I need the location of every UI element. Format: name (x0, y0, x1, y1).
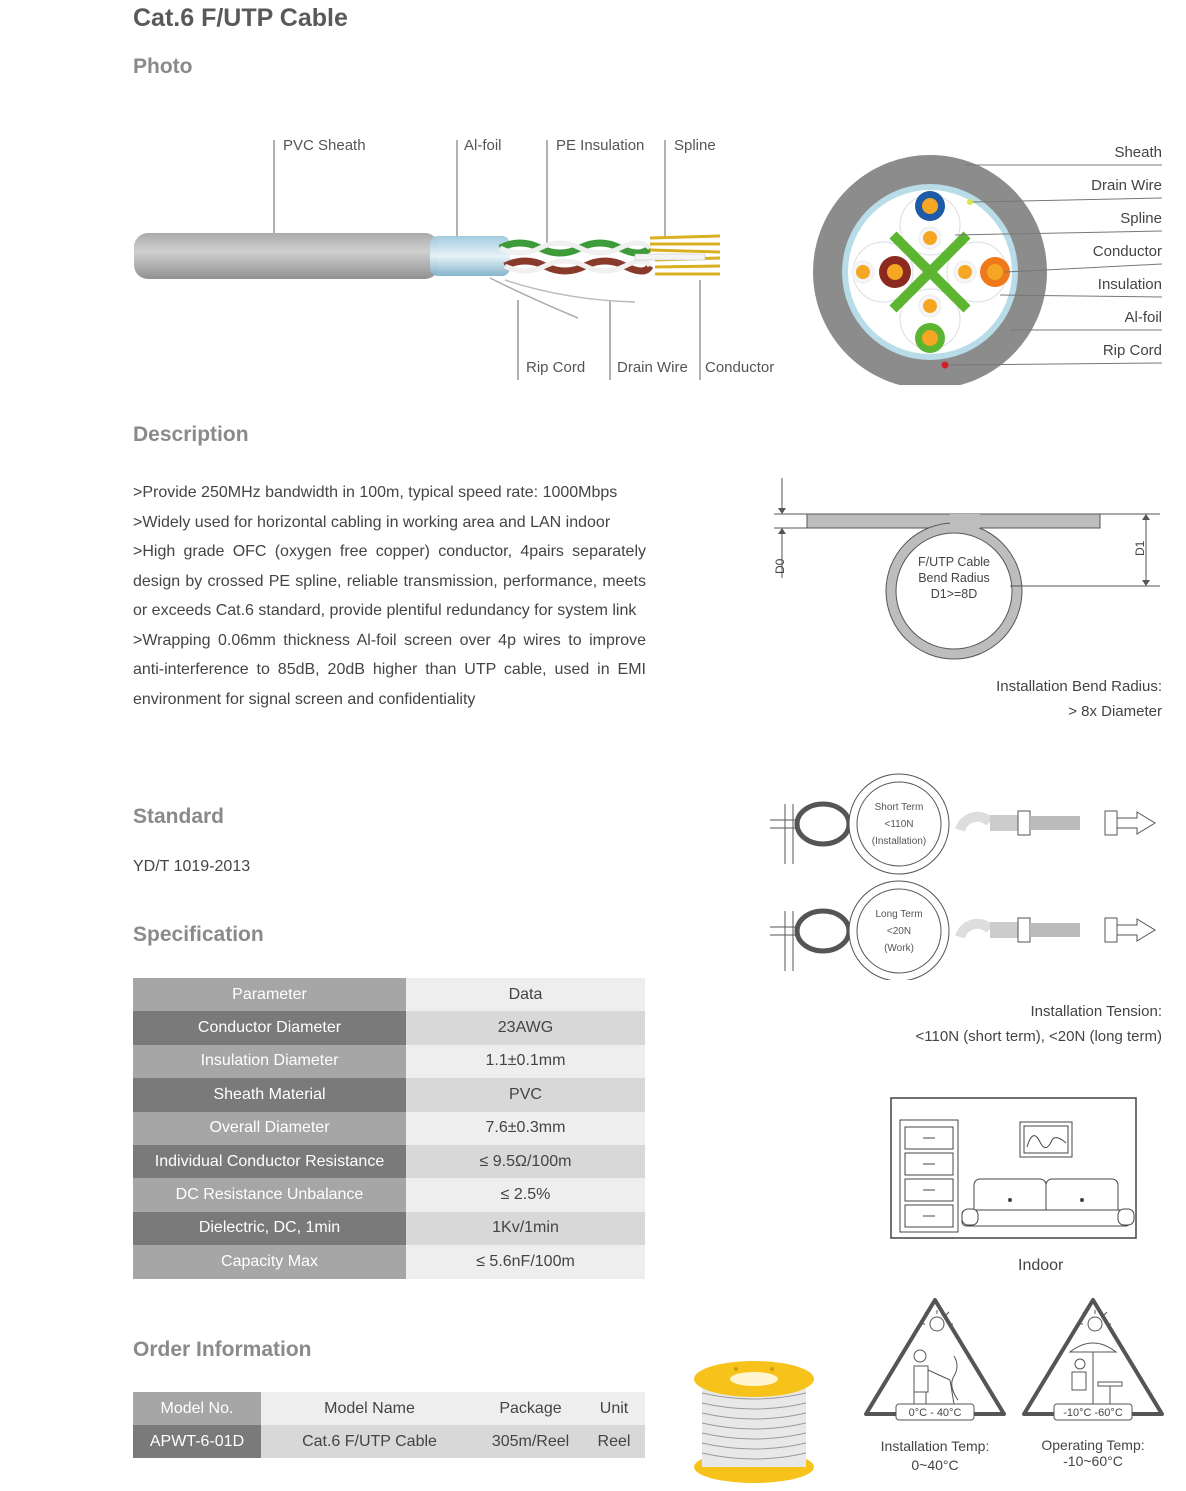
page-title: Cat.6 F/UTP Cable (133, 4, 348, 32)
table-row (133, 1078, 645, 1111)
spec-param: Sheath Material (133, 1078, 406, 1111)
spec-data: ≤ 2.5% (406, 1178, 645, 1211)
spec-header-param: Parameter (133, 978, 406, 1011)
order-header-unit: Unit (583, 1392, 645, 1425)
spec-data: ≤ 9.5Ω/100m (406, 1145, 645, 1178)
spec-data: 7.6±0.3mm (406, 1112, 645, 1145)
description-item: >Widely used for horizontal cabling in working area and LAN indoor (133, 513, 611, 531)
tension-short-line3: (Installation) (871, 836, 927, 847)
operate-temp-caption-line1: Operating Temp: (1041, 1437, 1145, 1453)
indoor-label: Indoor (1018, 1257, 1064, 1274)
tension-long-line3: (Work) (884, 943, 914, 954)
bend-inner-line3: D1>=8D (930, 587, 978, 601)
install-temp-caption (860, 1437, 1010, 1475)
spec-param: Dielectric, DC, 1min (133, 1212, 406, 1245)
tension-long-line1: Long Term (875, 909, 923, 920)
xs-label-al-foil: Al-foil (1124, 309, 1162, 326)
description-item: >High grade OFC (oxygen free copper) conductor, 4pairs separately design by crossed PE spline, reliable transmission, performance, meets or exceeds Cat.6 standard, provide plentiful redundancy for system link (133, 543, 646, 619)
install-temp-caption-line2: 0~40°C (911, 1457, 959, 1473)
order-header-model-no: Model No. (133, 1392, 261, 1425)
spec-param: Capacity Max (133, 1245, 406, 1278)
description-item: >Wrapping 0.06mm thickness Al-foil screen over 4p wires to improve anti-interference to 85dB, 20dB higher than UTP cable, used in EMI environment for signal screen and confidentiality (133, 631, 646, 708)
section-description: Description (133, 423, 249, 446)
install-temp-range: 0°C - 40°C (908, 1407, 962, 1419)
bend-radius-diagram (760, 478, 1170, 668)
operate-temp-range: -10°C -60°C (1063, 1407, 1123, 1419)
xs-label-insulation: Insulation (1097, 276, 1162, 293)
xs-label-spline: Spline (1120, 210, 1162, 227)
label-rip-cord: Rip Cord (526, 359, 586, 376)
order-header-row (133, 1392, 645, 1425)
label-al-foil: Al-foil (464, 137, 502, 154)
order-unit: Reel (583, 1425, 645, 1458)
operate-temp-icon (1020, 1296, 1166, 1422)
spec-param: Overall Diameter (133, 1112, 406, 1145)
spec-param: Conductor Diameter (133, 1011, 406, 1044)
label-conductor: Conductor (705, 359, 775, 376)
tension-short-line2: <110N (884, 819, 914, 830)
xs-label-rip-cord: Rip Cord (1102, 342, 1162, 359)
tension-long-term (770, 881, 1155, 980)
install-temp-icon (862, 1296, 1008, 1422)
table-row (133, 1011, 645, 1044)
table-row (133, 1112, 645, 1145)
order-table (133, 1392, 645, 1458)
order-model-no: APWT-6-01D (133, 1425, 261, 1458)
table-row (133, 1425, 645, 1458)
table-row (133, 1178, 645, 1211)
spec-param: DC Resistance Unbalance (133, 1178, 406, 1211)
spec-data: ≤ 5.6nF/100m (406, 1245, 645, 1278)
label-pe-insulation: PE Insulation (556, 137, 645, 154)
table-row (133, 1045, 645, 1078)
bend-d1-label: D1 (1133, 540, 1147, 556)
section-standard: Standard (133, 805, 225, 828)
operate-temp-caption (1018, 1437, 1168, 1469)
tension-caption-line1: Installation Tension: (1030, 1003, 1162, 1020)
spec-param: Insulation Diameter (133, 1045, 406, 1078)
bend-d0-label: D0 (773, 558, 787, 574)
spec-data: 1.1±0.1mm (406, 1045, 645, 1078)
bend-caption-line2: > 8x Diameter (1068, 703, 1162, 720)
indoor-room-icon (890, 1097, 1138, 1242)
spec-header-row (133, 978, 645, 1011)
tension-long-line2: <20N (886, 926, 912, 937)
tension-caption-line2: <110N (short term), <20N (long term) (915, 1028, 1162, 1045)
table-row (133, 1145, 645, 1178)
spec-header-data: Data (406, 978, 645, 1011)
section-specification: Specification (133, 923, 264, 946)
xs-label-conductor: Conductor (1092, 243, 1162, 260)
spec-table (133, 978, 645, 1279)
cable-reel-icon (690, 1355, 818, 1487)
xs-label-drain-wire: Drain Wire (1091, 177, 1162, 194)
cable-illustration (130, 130, 790, 390)
spec-param: Individual Conductor Resistance (133, 1145, 406, 1178)
order-header-model-name: Model Name (261, 1392, 478, 1425)
spec-data: 23AWG (406, 1011, 645, 1044)
standard-value: YD/T 1019-2013 (133, 858, 251, 875)
order-package: 305m/Reel (478, 1425, 583, 1458)
label-drain-wire: Drain Wire (617, 359, 688, 376)
order-model-name: Cat.6 F/UTP Cable (261, 1425, 478, 1458)
xs-label-sheath: Sheath (1114, 144, 1162, 161)
label-spline: Spline (674, 137, 716, 154)
section-photo: Photo (133, 55, 193, 78)
spec-data: 1Kv/1min (406, 1212, 645, 1245)
table-row (133, 1212, 645, 1245)
section-order: Order Information (133, 1338, 312, 1361)
bend-inner-line2: Bend Radius (918, 571, 990, 585)
tension-diagram (765, 770, 1165, 980)
tension-short-term (770, 774, 1155, 874)
install-temp-caption-line1: Installation Temp: (880, 1438, 990, 1454)
order-header-package: Package (478, 1392, 583, 1425)
tension-short-line1: Short Term (874, 802, 924, 813)
label-pvc-sheath: PVC Sheath (283, 137, 366, 154)
description-item: >Provide 250MHz bandwidth in 100m, typical speed rate: 1000Mbps (133, 484, 618, 501)
table-row (133, 1245, 645, 1278)
spec-data: PVC (406, 1078, 645, 1111)
bend-inner-line1: F/UTP Cable (917, 555, 991, 569)
description-list (133, 478, 646, 714)
operate-temp-caption-line2: -10~60°C (1063, 1453, 1123, 1469)
bend-caption-line1: Installation Bend Radius: (996, 678, 1162, 695)
